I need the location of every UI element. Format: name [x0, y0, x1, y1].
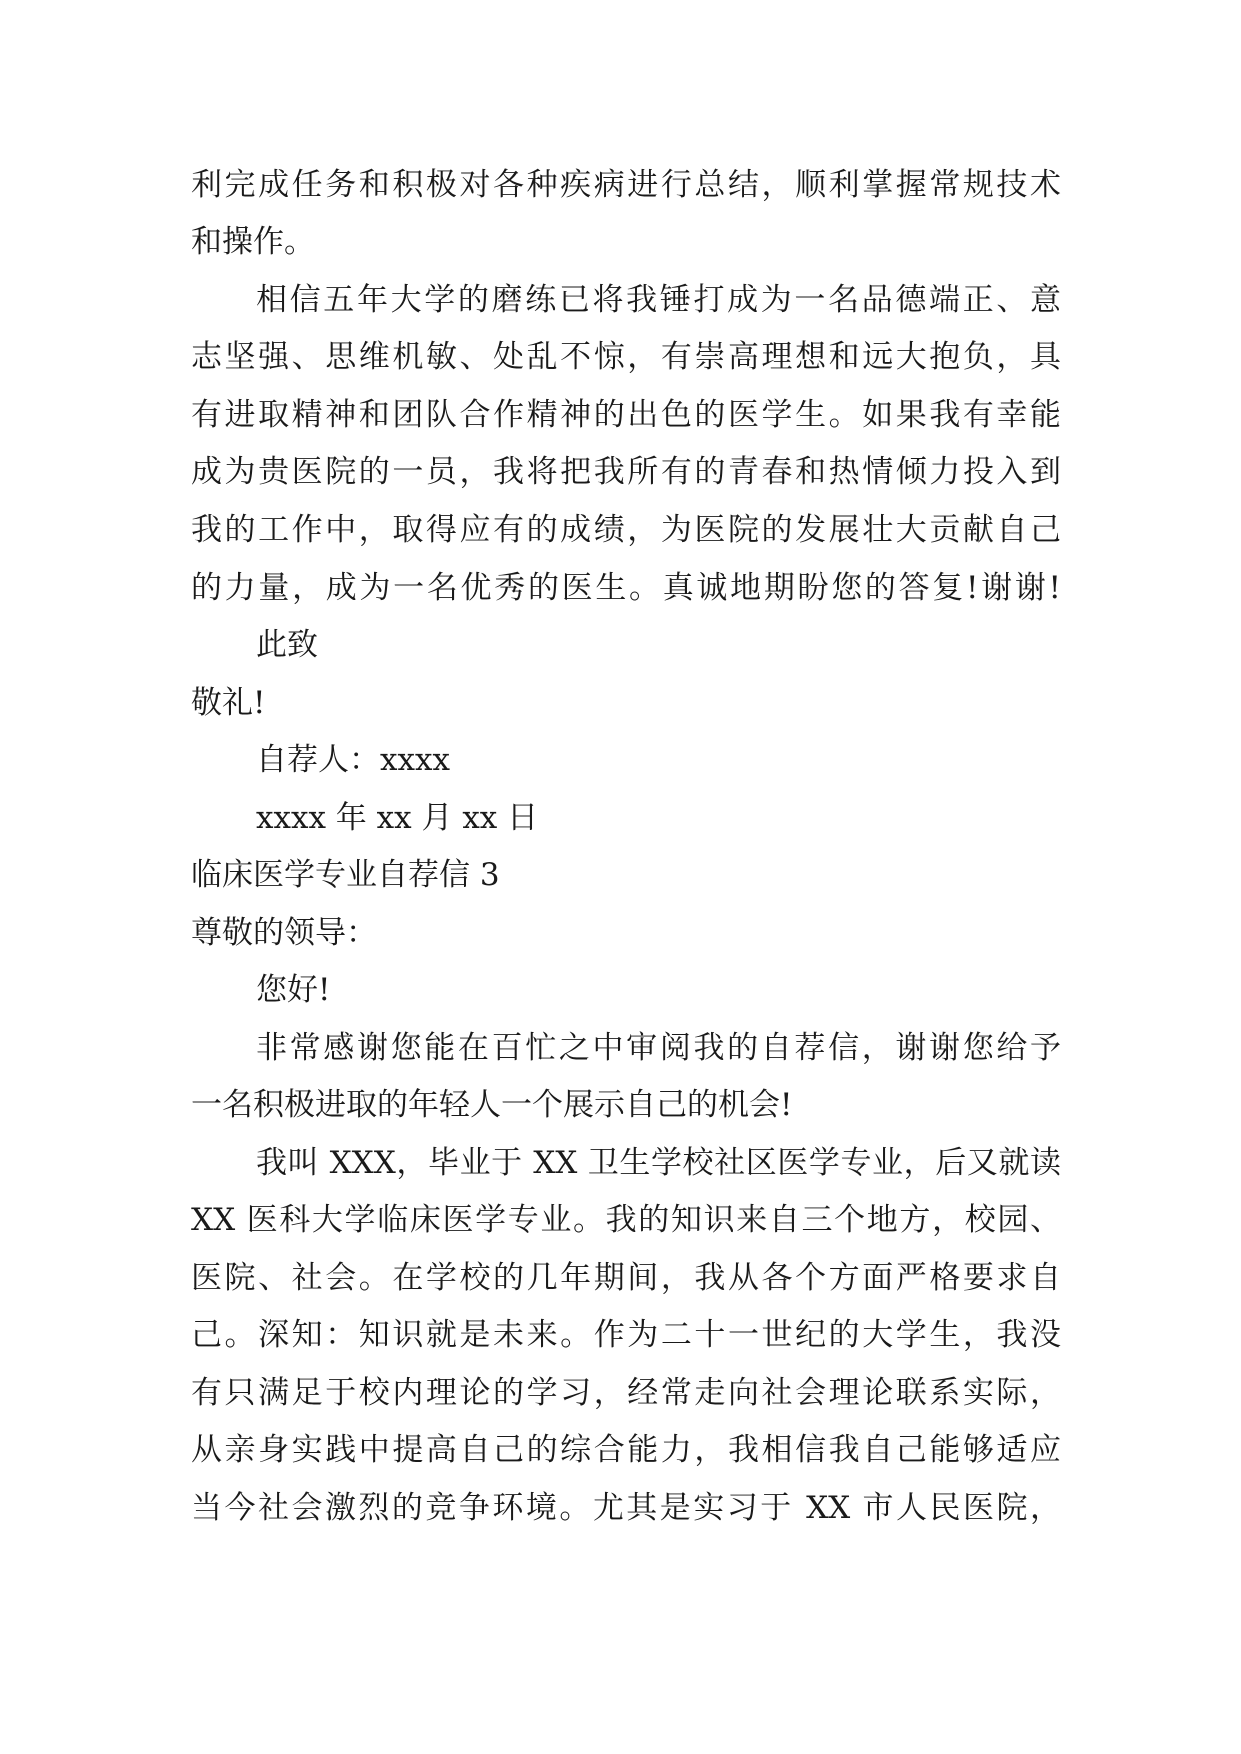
text-line: 的力量，成为一名优秀的医生。真诚地期盼您的答复!谢谢!: [191, 570, 1061, 606]
greeting-hello: 您好!: [256, 972, 331, 1008]
greeting: 尊敬的领导：: [191, 915, 377, 951]
text-line: 己。深知：知识就是未来。作为二十一世纪的大学生，我没: [191, 1317, 1061, 1353]
text-line: 我的工作中，取得应有的成绩，为医院的发展壮大贡献自己: [191, 512, 1061, 548]
text-line: 和操作。: [191, 224, 315, 260]
text-line: 成为贵医院的一员，我将把我所有的青春和热情倾力投入到: [191, 454, 1061, 490]
text-line: 有只满足于校内理论的学习，经常走向社会理论联系实际，: [191, 1375, 1061, 1411]
text-line: 有进取精神和团队合作精神的出色的医学生。如果我有幸能: [191, 397, 1061, 433]
closing-regards: 敬礼!: [191, 685, 266, 721]
paragraph-start: 我叫 XXX，毕业于 XX 卫生学校社区医学专业，后又就读: [256, 1145, 1061, 1181]
text-line: 利完成任务和积极对各种疾病进行总结，顺利掌握常规技术: [191, 167, 1061, 203]
text-line: 志坚强、思维机敏、处乱不惊，有崇高理想和远大抱负，具: [191, 339, 1061, 375]
text-line: XX 医科大学临床医学专业。我的知识来自三个地方，校园、: [191, 1202, 1061, 1238]
signature: 自荐人：xxxx: [256, 742, 450, 778]
paragraph-start: 相信五年大学的磨练已将我锤打成为一名品德端正、意: [256, 282, 1061, 318]
closing-salutation: 此致: [256, 627, 318, 663]
date-line: xxxx 年 xx 月 xx 日: [256, 800, 539, 836]
text-line: 从亲身实践中提高自己的综合能力，我相信我自己能够适应: [191, 1432, 1061, 1468]
section-title: 临床医学专业自荐信 3: [191, 857, 500, 893]
text-line: 一名积极进取的年轻人一个展示自己的机会!: [191, 1087, 793, 1123]
text-line: 医院、社会。在学校的几年期间，我从各个方面严格要求自: [191, 1260, 1061, 1296]
text-line: 当今社会激烈的竞争环境。尤其是实习于 XX 市人民医院，: [191, 1490, 1061, 1526]
paragraph-start: 非常感谢您能在百忙之中审阅我的自荐信，谢谢您给予: [256, 1030, 1061, 1066]
